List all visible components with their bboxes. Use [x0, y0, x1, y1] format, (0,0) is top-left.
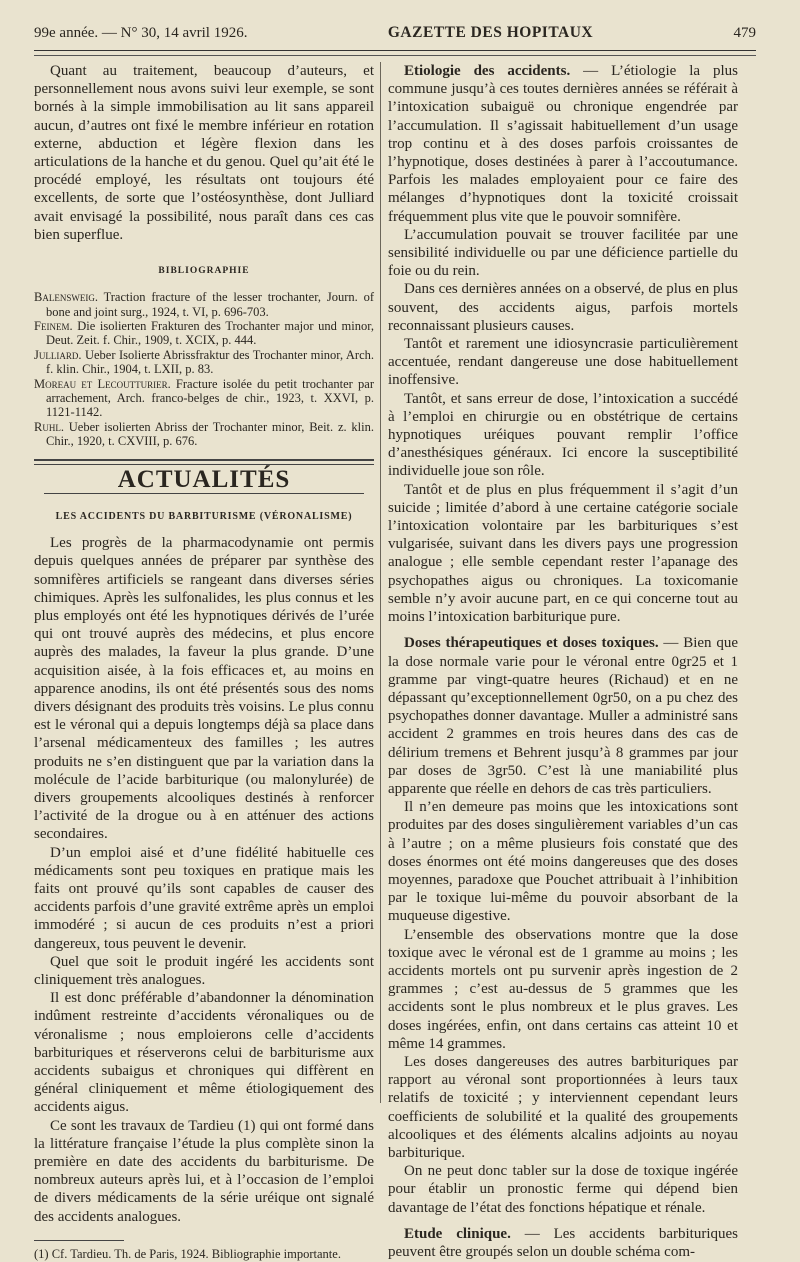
paragraph-text: L’accumulation pouvait se trouver facilitée par une sensibilité individuelle ou par une déficience partielle du foie ou du rein.	[388, 226, 738, 280]
paragraph-text: — Les accidents barbituriques peuvent être groupés selon un double schéma com-	[388, 1225, 738, 1260]
column-divider	[380, 62, 381, 1103]
bibliography-entry	[34, 319, 374, 348]
paragraph-heading: Etude clinique.	[404, 1225, 511, 1242]
article-paragraph	[388, 634, 738, 798]
footnote: (1) Cf. Tardieu. Th. de Paris, 1924. Bibliographie importante.	[34, 1246, 341, 1261]
paragraph-heading: Etiologie des accidents.	[404, 63, 571, 79]
section-title: ACTUALITÉS	[117, 465, 291, 493]
article-paragraph	[388, 1162, 738, 1217]
paragraph-text: L’ensemble des observations montre que la dose toxique avec le véronal est de 1 gramme au moins ; les accidents mortels ont pu survenir après ingestion de 2 grammes ; c’est au-dessus de 5 grammes que les accidents sont le plus nombreux et le plus graves. Les doses ingérées, enfin, ont dans certains cas atteint 10 et même 14 grammes.	[388, 926, 738, 1052]
bibliography-reference: Ueber isolierten Abriss der Trochanter minor, Beit. z. klin. Chir., 1920, t. CXVIII, p. 676.	[46, 419, 374, 449]
article-paragraph: Les progrès de la pharmacodynamie ont permis depuis quelques années de préparer par synthèse des somnifères artificiels se rangeant dans diverses séries chimiques. Après les sulfonalides, les plus connus et les plus employés ont été les hypnotiques dérivés de l’urée qui ont trouvé auprès des médecins, et plus encore auprès des malades, la faveur la plus grande. D’une acquisition aisée, à la fois efficaces et, au moins en apparence anodins, ils ont été présentés sous des noms divers désignant des produits très voisins. Le plus connu est le véronal qui a depuis longtemps déjà sa place dans l’arsenal médicamenteux des familles ; les autres produits ne s’en distinguent que par la variation dans la molécule de l’acide barbiturique (ou malonylurée) de divers groupements alcooliques destinés à renforcer l’activité de la drogue ou à en atténuer des actions secondaires.	[34, 535, 374, 843]
bibliography-author: Moreau et Lecoutturier.	[34, 376, 171, 391]
header-rule	[34, 50, 756, 51]
bibliography-entry	[34, 290, 374, 319]
bibliography-author: Balensweig.	[34, 290, 98, 305]
bibliography-reference: Die isolierten Frakturen des Trochanter major und minor, Deut. Zeit. f. Chir., 1909, t. XCIX, p. 444.	[46, 319, 374, 348]
article-paragraph	[388, 390, 738, 481]
article-paragraph	[388, 798, 738, 925]
article-paragraph	[388, 335, 738, 390]
article-body-left	[34, 534, 374, 1226]
paragraph-text: — L’étiologie la plus commune jusqu’à ces toutes dernières années se référait à l’intoxication subaiguë ou chronique engendrée par l’accumulation. Il s’agissait habituellement d’un usage trop continu et à des doses parfois croissantes de l’hypnotique, doses destinées à parer à l’accoutumance. Parfois les malades employaient pour ce faire des mélanges d’hypnotiques dont la toxicité croissait fréquemment plus vite que le pouvoir somnifère.	[388, 63, 738, 225]
bibliography-entry	[34, 348, 374, 377]
page-number: 479	[733, 25, 756, 41]
bibliography-author: Feinem.	[34, 319, 73, 334]
paragraph-text: Les doses dangereuses des autres barbituriques par rapport au véronal sont proportionnées à leurs taux relatifs de toxicité ; y interviennent cependant leurs coefficients de solubilité et la qualité des groupements alcooliques et des éléments alcalins adjoints au noyau barbiturique.	[388, 1053, 738, 1161]
paragraph-text: On ne peut donc tabler sur la dose de toxique ingérée pour établir un pronostic ferme qui dépend bien davantage de l’état des fonctions hépatique et rénale.	[388, 1163, 738, 1216]
paragraph-text: Tantôt et rarement une idiosyncrasie particulièrement accentuée, rendant dangereuse une dose habituellement inoffensive.	[388, 336, 738, 389]
issue-info: 99e année. — N° 30, 14 avril 1926.	[34, 25, 248, 41]
header-rule-2	[34, 55, 756, 56]
journal-title: GAZETTE DES HOPITAUX	[387, 24, 594, 41]
article-paragraph	[388, 1225, 738, 1261]
footnote-rule	[34, 1240, 124, 1241]
section-rule-2	[34, 464, 374, 465]
article-body-right	[388, 62, 738, 1261]
article-title: LES ACCIDENTS DU BARBITURISME (VÉRONALISME)	[55, 510, 353, 522]
page-header	[34, 24, 756, 46]
intro-paragraph: Quant au traitement, beaucoup d’auteurs, et personnellement nous avons suivi leur exemple, se sont bornés à la simple immobilisation au lit sans appareil aucun, d’autres ont fixé le membre inférieur en rotation externe, abduction et légère flexion dans les articulations de la hanche et du genou. Quel qu’ait été le procédé employé, les résultats ont toujours été excellents, de sorte que l’ostéosynthèse, dont Julliard avait envisagé la possibilité, nous paraît dans ces cas bien superflue.	[34, 63, 374, 243]
paragraph-text: Tantôt, et sans erreur de dose, l’intoxication a succédé à l’emploi en chirurgie ou en obstétrique de certains hypnotiques uréiques pouvant remplir l’office d’anesthésiques généraux. Ici encore la susceptibilité individuelle joue son rôle.	[388, 390, 738, 480]
article-paragraph: Quel que soit le produit ingéré les accidents sont cliniquement très analogues.	[34, 953, 374, 988]
bibliography-reference: Ueber Isolierte Abrissfraktur des Trochanter minor, Arch. f. klin. Chir., 1904, t. LXII, p. 83.	[46, 347, 374, 377]
left-column	[34, 62, 374, 1262]
paragraph-gap	[388, 1217, 738, 1225]
paragraph-text: Il n’en demeure pas moins que les intoxications sont produites par des doses singulièrement variables d’un cas à l’autre ; on a même plusieurs fois constaté que des doses énormes ont été moins dangereuses que des doses moyennes, paradoxe que Pouchet attribuait à l’inhibition par le toxique lui-même du pouvoir absorbant de la muqueuse digestive.	[388, 799, 738, 925]
paragraph-text: Dans ces dernières années on a observé, de plus en plus souvent, des accidents aigus, parfois mortels reconnaissant plusieurs causes.	[388, 281, 738, 334]
bibliography-entry	[34, 377, 374, 420]
article-paragraph: Il est donc préférable d’abandonner la dénomination indûment restreinte d’accidents véronaliques ou de véronalisme ; nous emploierons celle d’accidents barbituriques et réserverons celui de barbiturisme aux accidents subaigus et chroniques qui diffèrent en général cliniquement et même étiologiquement des accidents aigus.	[34, 990, 374, 1116]
section-rule	[34, 459, 374, 461]
paragraph-text: Tantôt et de plus en plus fréquemment il s’agit d’un suicide ; limitée d’abord à une certaine catégorie sociale l’intoxication volontaire par les barbituriques s’est vulgarisée, suivant dans les divers pays une progression analogue ; elle semble cependant rester l’apanage des psychopathes aigus ou chroniques. La toxicomanie semble n’y avoir aucune part, en ce qui concerne tout au moins l’intoxication barbiturique pure.	[388, 481, 738, 626]
bibliography-author: Ruhl.	[34, 419, 64, 434]
article-paragraph	[388, 1053, 738, 1162]
right-column	[388, 62, 738, 1261]
title-rule	[44, 493, 364, 494]
paragraph-text: — Bien que la dose normale varie pour le véronal entre 0gr25 et 1 gramme par vingt-quatre heures (Richaud) et en ne dépassant qu’exceptionnellement 0gr50, on a pu chez des psychopathes donner davantage. Muller a administré sans accident 2 grammes en trois heures dans des cas de délirium tremens et Behrent jusqu’à 8 grammes par jour par doses de 3gr50. C’est là une maniabilité plus apparente que réelle en dehors de cas très particuliers.	[388, 635, 738, 797]
bibliography-reference: Fracture isolée du petit trochanter par arrachement, Arch. franco-belges de chir., 1923, t. XXVI, p. 1121-1142.	[46, 376, 374, 420]
article-paragraph	[388, 926, 738, 1053]
paragraph-gap	[388, 626, 738, 634]
article-paragraph	[388, 226, 738, 281]
bibliography-entry	[34, 420, 374, 449]
article-paragraph	[388, 62, 738, 226]
bibliography-reference: Traction fracture of the lesser trochanter, Journ. of bone and joint surg., 1924, t. VI, p. 696-703.	[46, 290, 374, 319]
article-paragraph: D’un emploi aisé et d’une fidélité habituelle ces médicaments sont peu toxiques en pratique mais les faits ont prouvé qu’ils sont capables de causer des accidents parfois d’une gravité extrême après un emploi immodéré ; si aucun de ces produits n’est a priori dangereux, tous peuvent le devenir.	[34, 844, 374, 952]
bibliography-author: Julliard.	[34, 347, 82, 362]
paragraph-heading: Doses thérapeutiques et doses toxiques.	[404, 635, 659, 652]
article-paragraph: Ce sont les travaux de Tardieu (1) qui ont formé dans la littérature française l’étude la plus complète sinon la première en date des accidents du barbiturisme. De nombreux auteurs après lui, et à l’occasion de l’emploi de divers médicaments de la série uréique ont signalé des accidents analogues.	[34, 1117, 374, 1225]
bibliography-list	[34, 290, 374, 448]
bibliography-title: BIBLIOGRAPHIE	[158, 266, 250, 277]
article-paragraph	[388, 481, 738, 627]
article-paragraph	[388, 280, 738, 335]
